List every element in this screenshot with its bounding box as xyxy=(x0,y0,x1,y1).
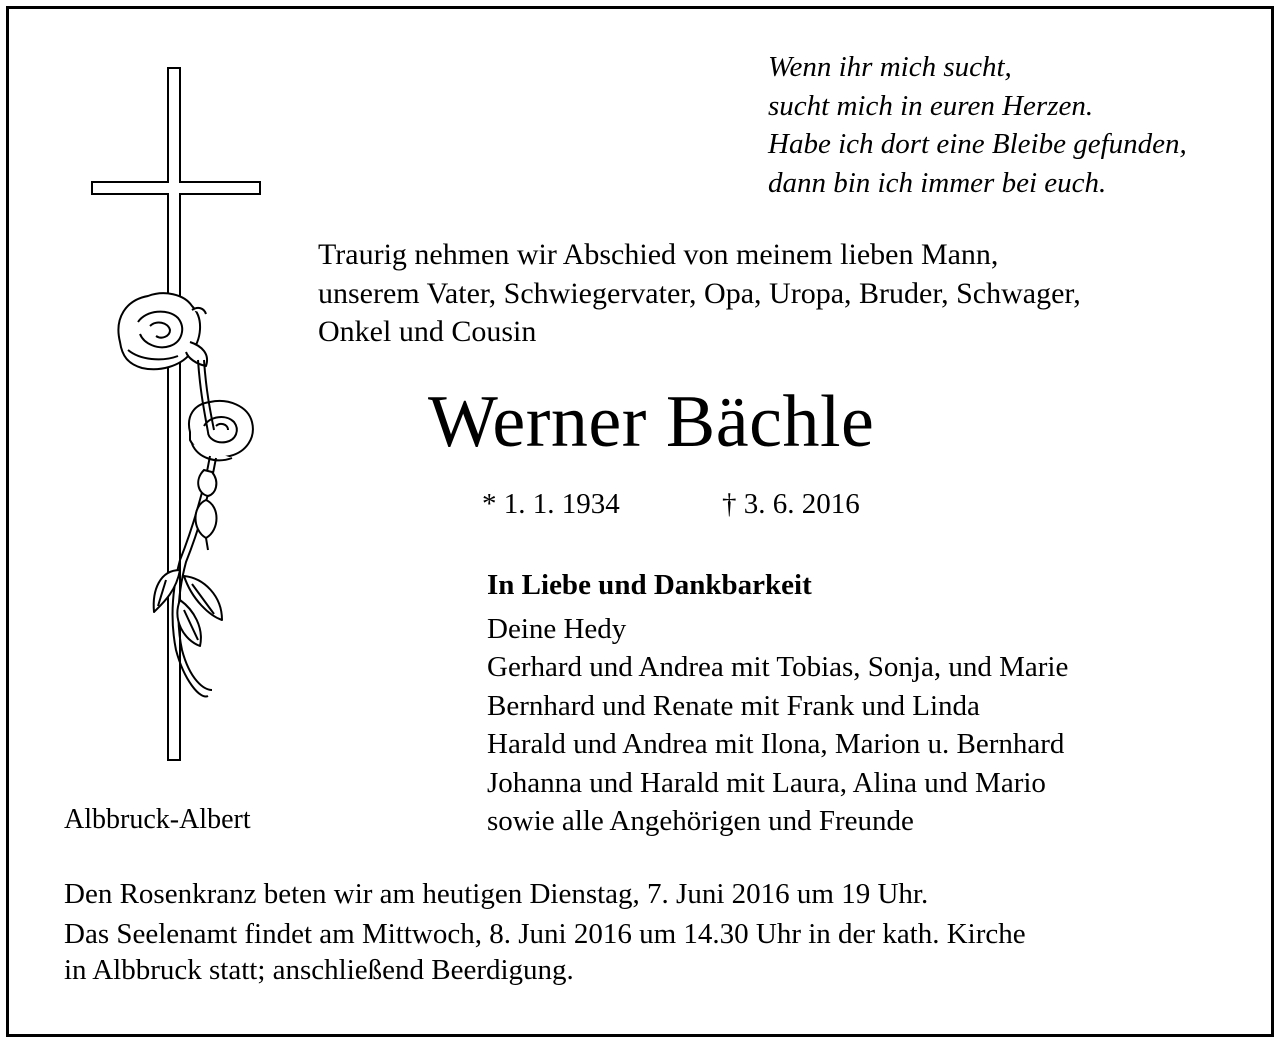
family-line: Deine Hedy xyxy=(487,612,627,645)
footer-line: in Albbruck statt; anschließend Beerdigung. xyxy=(64,954,574,986)
family-line: Gerhard und Andrea mit Tobias, Sonja, und Marie xyxy=(487,651,1069,683)
death-date: † 3. 6. 2016 xyxy=(722,488,860,520)
poem-line: dann bin ich immer bei euch. xyxy=(768,166,1107,199)
family-line: Harald und Andrea mit Ilona, Marion u. Bernhard xyxy=(487,728,1065,760)
intro-line: unserem Vater, Schwiegervater, Opa, Uropa, Bruder, Schwager, xyxy=(318,276,1081,310)
birth-date: * 1. 1. 1934 xyxy=(482,488,620,520)
place-name: Albbruck-Albert xyxy=(64,804,251,835)
poem-line: Habe ich dort eine Bleibe gefunden, xyxy=(768,128,1187,160)
family-line: Bernhard und Renate mit Frank und Linda xyxy=(487,689,980,722)
poem xyxy=(768,48,1187,202)
cross-with-roses-icon xyxy=(80,60,280,780)
family-list xyxy=(487,566,1068,841)
family-line: sowie alle Angehörigen und Freunde xyxy=(487,805,914,837)
poem-line: Wenn ihr mich sucht, xyxy=(768,51,1012,83)
poem-line: sucht mich in euren Herzen. xyxy=(768,89,1094,122)
footer-notice xyxy=(64,876,1026,988)
deceased-name: Werner Bächle xyxy=(428,381,875,463)
family-line: Johanna und Harald mit Laura, Alina und Mario xyxy=(487,766,1046,799)
footer-line: Den Rosenkranz beten wir am heutigen Dienstag, 7. Juni 2016 um 19 Uhr. xyxy=(64,878,929,910)
family-heading: In Liebe und Dankbarkeit xyxy=(487,569,812,601)
intro-text xyxy=(318,236,1081,352)
intro-line: Traurig nehmen wir Abschied von meinem lieben Mann, xyxy=(318,238,999,271)
footer-line: Das Seelenamt findet am Mittwoch, 8. Juni 2016 um 14.30 Uhr in der kath. Kirche xyxy=(64,918,1026,950)
intro-line: Onkel und Cousin xyxy=(318,315,537,348)
